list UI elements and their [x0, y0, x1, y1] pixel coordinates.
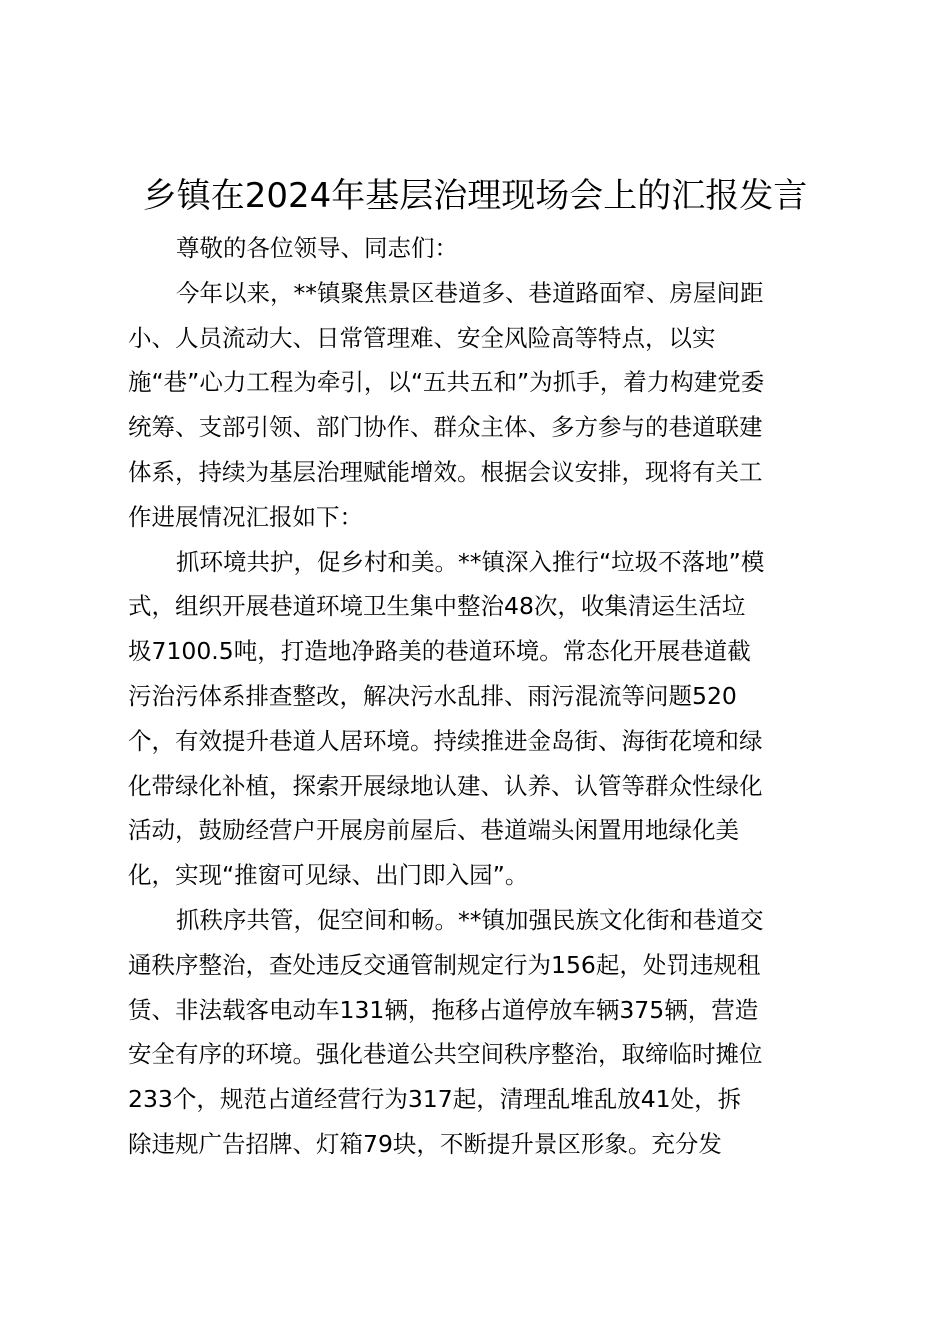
document-title: 乡镇在2024年基层治理现场会上的汇报发言	[142, 176, 808, 216]
body-text-line: 安全有序的环境。强化巷道公共空间秩序整治，取缔临时摊位	[128, 1040, 763, 1069]
body-text-line: 抓环境共护，促乡村和美。**镇深入推行“垃圾不落地”模	[176, 547, 765, 576]
body-text-line: 个，有效提升巷道人居环境。持续推进金岛街、海街花境和绿	[128, 726, 763, 755]
body-text-line: 式，组织开展巷道环境卫生集中整治48次，收集清运生活垃	[128, 592, 746, 621]
body-text-line: 小、人员流动大、日常管理难、安全风险高等特点，以实	[128, 323, 716, 352]
body-text-line: 赁、非法载客电动车131辆，拖移占道停放车辆375辆，营造	[128, 995, 759, 1024]
body-text-line: 统筹、支部引领、部门协作、群众主体、多方参与的巷道联建	[128, 413, 763, 442]
body-text-line: 施“巷”心力工程为牵引，以“五共五和”为抓手，着力构建党委	[128, 368, 765, 397]
body-text-line: 污治污体系排查整改，解决污水乱排、雨污混流等问题520	[128, 681, 737, 710]
body-text-line: 除违规广告招牌、灯箱79块，不断提升景区形象。充分发	[128, 1129, 722, 1158]
body-text-line: 通秩序整治，查处违反交通管制规定行为156起，处罚违规租	[128, 950, 761, 979]
body-text-line: 233个，规范占道经营行为317起，清理乱堆乱放41处，拆	[128, 1085, 742, 1114]
body-text-line: 抓秩序共管，促空间和畅。**镇加强民族文化街和巷道交	[176, 905, 764, 934]
document-body	[128, 226, 848, 1167]
body-text-line: 化，实现“推窗可见绿、出门即入园”。	[128, 861, 529, 890]
body-text-line: 化带绿化补植，探索开展绿地认建、认养、认管等群众性绿化	[128, 771, 763, 800]
body-text-line: 作进展情况汇报如下：	[128, 502, 363, 531]
body-text-line: 体系，持续为基层治理赋能增效。根据会议安排，现将有关工	[128, 457, 763, 486]
body-text-line: 尊敬的各位领导、同志们：	[176, 234, 458, 262]
body-text-line: 活动，鼓励经营户开展房前屋后、巷道端头闲置用地绿化美	[128, 816, 739, 845]
body-text-line: 今年以来，**镇聚焦景区巷道多、巷道路面窄、房屋间距	[176, 278, 764, 307]
body-text-line: 圾7100.5吨，打造地净路美的巷道环境。常态化开展巷道截	[128, 637, 751, 666]
